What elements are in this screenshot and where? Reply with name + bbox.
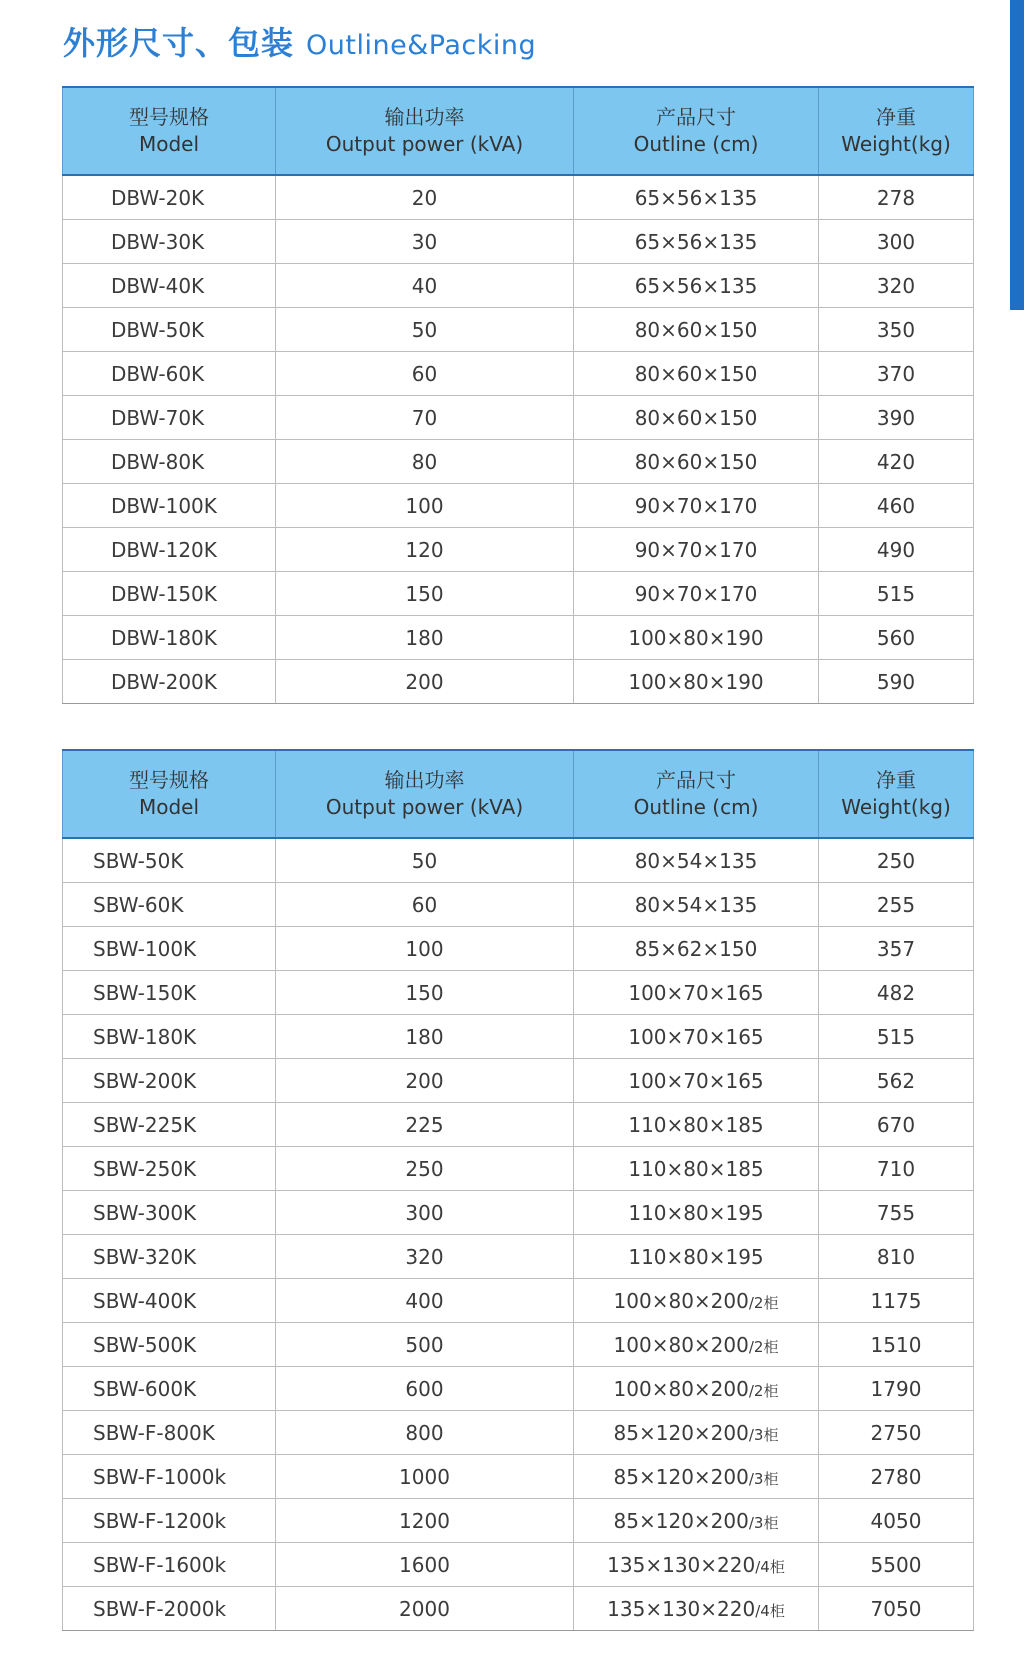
outline-dimensions: 100×80×200 xyxy=(613,1332,749,1357)
cabinet-count-note: /4柜 xyxy=(755,1601,785,1620)
page-title-en: Outline&Packing xyxy=(306,30,537,61)
table-row xyxy=(63,440,974,484)
outline-cell xyxy=(574,1235,819,1279)
power-cell: 70 xyxy=(276,396,574,440)
outline-dimensions: 65×56×135 xyxy=(634,273,758,298)
power-cell: 300 xyxy=(276,1191,574,1235)
power-cell: 800 xyxy=(276,1411,574,1455)
outline-cell xyxy=(574,660,819,704)
outline-cell xyxy=(574,440,819,484)
model-cell: SBW-320K xyxy=(63,1235,276,1279)
outline-dimensions: 100×70×165 xyxy=(628,1068,764,1093)
sbw-table-body xyxy=(63,838,974,1631)
header-power xyxy=(276,750,574,838)
table-row xyxy=(63,484,974,528)
header-power-cn: 输出功率 xyxy=(384,105,465,129)
model-cell: SBW-F-2000k xyxy=(63,1587,276,1631)
outline-cell xyxy=(574,927,819,971)
header-power xyxy=(276,87,574,175)
outline-cell xyxy=(574,838,819,883)
weight-cell: 515 xyxy=(819,1015,974,1059)
outline-dimensions: 80×54×135 xyxy=(634,892,758,917)
model-cell: SBW-180K xyxy=(63,1015,276,1059)
model-cell: SBW-400K xyxy=(63,1279,276,1323)
cabinet-count-note: /2柜 xyxy=(748,1337,779,1356)
model-cell: SBW-300K xyxy=(63,1191,276,1235)
model-cell: SBW-500K xyxy=(63,1323,276,1367)
outline-cell xyxy=(574,1147,819,1191)
outline-cell xyxy=(574,883,819,927)
header-outline-cn: 产品尺寸 xyxy=(656,105,736,129)
table-row xyxy=(63,1499,974,1543)
model-cell: SBW-F-800K xyxy=(63,1411,276,1455)
table-row xyxy=(63,1147,974,1191)
model-cell: SBW-F-1200k xyxy=(63,1499,276,1543)
outline-cell xyxy=(574,1279,819,1323)
outline-cell xyxy=(574,971,819,1015)
model-cell: SBW-F-1000k xyxy=(63,1455,276,1499)
weight-cell: 255 xyxy=(819,883,974,927)
table-row xyxy=(63,175,974,220)
table-row xyxy=(63,1235,974,1279)
model-cell: SBW-600K xyxy=(63,1367,276,1411)
weight-cell: 1790 xyxy=(819,1367,974,1411)
outline-cell xyxy=(574,1455,819,1499)
model-cell: SBW-100K xyxy=(63,927,276,971)
outline-dimensions: 85×120×200 xyxy=(613,1420,749,1445)
weight-cell: 250 xyxy=(819,838,974,883)
power-cell: 30 xyxy=(276,220,574,264)
outline-dimensions: 80×60×150 xyxy=(634,405,758,430)
outline-dimensions: 90×70×170 xyxy=(634,581,758,606)
header-outline-en: Outline (cm) xyxy=(633,795,759,819)
outline-cell xyxy=(574,1367,819,1411)
table-row xyxy=(63,927,974,971)
table-row xyxy=(63,1367,974,1411)
outline-cell xyxy=(574,572,819,616)
power-cell: 60 xyxy=(276,352,574,396)
outline-dimensions: 110×80×185 xyxy=(628,1112,764,1137)
sbw-spec-table xyxy=(62,749,974,1631)
outline-dimensions: 100×80×190 xyxy=(628,669,764,694)
model-cell: DBW-60K xyxy=(63,352,276,396)
header-weight-en: Weight(kg) xyxy=(841,132,951,156)
page-title-cn: 外形尺寸、包装 xyxy=(63,24,295,62)
edge-accent-bar xyxy=(1010,0,1024,310)
model-cell: SBW-200K xyxy=(63,1059,276,1103)
power-cell: 225 xyxy=(276,1103,574,1147)
power-cell: 180 xyxy=(276,616,574,660)
power-cell: 1200 xyxy=(276,1499,574,1543)
weight-cell: 357 xyxy=(819,927,974,971)
header-model xyxy=(63,87,276,175)
model-cell: DBW-180K xyxy=(63,616,276,660)
cabinet-count-note: /3柜 xyxy=(748,1425,779,1444)
model-cell: DBW-50K xyxy=(63,308,276,352)
power-cell: 40 xyxy=(276,264,574,308)
weight-cell: 350 xyxy=(819,308,974,352)
table-header-row xyxy=(63,87,974,175)
table-row xyxy=(63,1543,974,1587)
model-cell: DBW-80K xyxy=(63,440,276,484)
cabinet-count-note: /2柜 xyxy=(748,1381,779,1400)
power-cell: 150 xyxy=(276,971,574,1015)
weight-cell: 560 xyxy=(819,616,974,660)
weight-cell: 390 xyxy=(819,396,974,440)
weight-cell: 2750 xyxy=(819,1411,974,1455)
model-cell: DBW-40K xyxy=(63,264,276,308)
power-cell: 20 xyxy=(276,175,574,220)
weight-cell: 370 xyxy=(819,352,974,396)
weight-cell: 670 xyxy=(819,1103,974,1147)
header-weight-en: Weight(kg) xyxy=(841,795,951,819)
outline-cell xyxy=(574,616,819,660)
table-row xyxy=(63,264,974,308)
outline-dimensions: 135×130×220 xyxy=(607,1552,756,1577)
outline-cell xyxy=(574,1411,819,1455)
power-cell: 180 xyxy=(276,1015,574,1059)
weight-cell: 755 xyxy=(819,1191,974,1235)
weight-cell: 320 xyxy=(819,264,974,308)
table-row xyxy=(63,1015,974,1059)
power-cell: 500 xyxy=(276,1323,574,1367)
model-cell: DBW-30K xyxy=(63,220,276,264)
header-outline xyxy=(574,750,819,838)
outline-cell xyxy=(574,1059,819,1103)
outline-cell xyxy=(574,264,819,308)
header-model-en: Model xyxy=(138,795,200,819)
table-row xyxy=(63,883,974,927)
outline-dimensions: 85×120×200 xyxy=(613,1464,749,1489)
model-cell: DBW-100K xyxy=(63,484,276,528)
table-row xyxy=(63,838,974,883)
weight-cell: 562 xyxy=(819,1059,974,1103)
weight-cell: 5500 xyxy=(819,1543,974,1587)
table-row xyxy=(63,1455,974,1499)
table-row xyxy=(63,396,974,440)
outline-dimensions: 80×54×135 xyxy=(634,848,758,873)
weight-cell: 4050 xyxy=(819,1499,974,1543)
power-cell: 50 xyxy=(276,308,574,352)
outline-dimensions: 110×80×185 xyxy=(628,1156,764,1181)
outline-cell xyxy=(574,1543,819,1587)
outline-dimensions: 110×80×195 xyxy=(628,1244,764,1269)
header-model xyxy=(63,750,276,838)
header-power-en: Output power (kVA) xyxy=(325,795,524,819)
power-cell: 100 xyxy=(276,927,574,971)
weight-cell: 710 xyxy=(819,1147,974,1191)
model-cell: SBW-50K xyxy=(63,838,276,883)
table-row xyxy=(63,528,974,572)
power-cell: 200 xyxy=(276,1059,574,1103)
model-cell: DBW-150K xyxy=(63,572,276,616)
power-cell: 200 xyxy=(276,660,574,704)
power-cell: 60 xyxy=(276,883,574,927)
table-row xyxy=(63,1411,974,1455)
outline-dimensions: 85×120×200 xyxy=(613,1508,749,1533)
weight-cell: 810 xyxy=(819,1235,974,1279)
model-cell: SBW-225K xyxy=(63,1103,276,1147)
table-row xyxy=(63,1103,974,1147)
dbw-spec-table xyxy=(62,86,974,704)
weight-cell: 460 xyxy=(819,484,974,528)
table-row xyxy=(63,308,974,352)
outline-dimensions: 85×62×150 xyxy=(634,936,758,961)
outline-dimensions: 80×60×150 xyxy=(634,449,758,474)
table-row xyxy=(63,1587,974,1631)
outline-cell xyxy=(574,1191,819,1235)
model-cell: SBW-60K xyxy=(63,883,276,927)
model-cell: DBW-120K xyxy=(63,528,276,572)
outline-cell xyxy=(574,1323,819,1367)
power-cell: 320 xyxy=(276,1235,574,1279)
power-cell: 50 xyxy=(276,838,574,883)
weight-cell: 278 xyxy=(819,175,974,220)
outline-cell xyxy=(574,352,819,396)
weight-cell: 590 xyxy=(819,660,974,704)
table-row xyxy=(63,220,974,264)
header-power-cn: 输出功率 xyxy=(384,768,465,792)
table-header-row xyxy=(63,750,974,838)
power-cell: 250 xyxy=(276,1147,574,1191)
power-cell: 1600 xyxy=(276,1543,574,1587)
outline-dimensions: 100×70×165 xyxy=(628,1024,764,1049)
outline-cell xyxy=(574,1587,819,1631)
outline-cell xyxy=(574,1015,819,1059)
header-weight xyxy=(819,750,974,838)
table-row xyxy=(63,616,974,660)
weight-cell: 1175 xyxy=(819,1279,974,1323)
table-row xyxy=(63,352,974,396)
header-model-en: Model xyxy=(138,132,200,156)
header-power-en: Output power (kVA) xyxy=(325,132,524,156)
outline-cell xyxy=(574,484,819,528)
outline-cell xyxy=(574,396,819,440)
outline-dimensions: 100×70×165 xyxy=(628,980,764,1005)
header-weight xyxy=(819,87,974,175)
model-cell: DBW-70K xyxy=(63,396,276,440)
outline-dimensions: 90×70×170 xyxy=(634,537,758,562)
outline-cell xyxy=(574,1103,819,1147)
table-row xyxy=(63,572,974,616)
weight-cell: 482 xyxy=(819,971,974,1015)
outline-dimensions: 90×70×170 xyxy=(634,493,758,518)
table-row xyxy=(63,1059,974,1103)
header-weight-cn: 净重 xyxy=(876,105,916,129)
outline-cell xyxy=(574,220,819,264)
power-cell: 2000 xyxy=(276,1587,574,1631)
outline-dimensions: 135×130×220 xyxy=(607,1596,756,1621)
table-row xyxy=(63,660,974,704)
outline-dimensions: 110×80×195 xyxy=(628,1200,764,1225)
outline-dimensions: 65×56×135 xyxy=(634,185,758,210)
header-weight-cn: 净重 xyxy=(876,768,916,792)
power-cell: 100 xyxy=(276,484,574,528)
page-title xyxy=(63,18,536,64)
weight-cell: 7050 xyxy=(819,1587,974,1631)
weight-cell: 420 xyxy=(819,440,974,484)
cabinet-count-note: /3柜 xyxy=(748,1469,779,1488)
outline-cell xyxy=(574,175,819,220)
table-row xyxy=(63,1191,974,1235)
power-cell: 600 xyxy=(276,1367,574,1411)
cabinet-count-note: /3柜 xyxy=(748,1513,779,1532)
table-row xyxy=(63,1323,974,1367)
cabinet-count-note: /4柜 xyxy=(755,1557,785,1576)
outline-dimensions: 65×56×135 xyxy=(634,229,758,254)
model-cell: DBW-20K xyxy=(63,175,276,220)
outline-cell xyxy=(574,528,819,572)
power-cell: 80 xyxy=(276,440,574,484)
model-cell: DBW-200K xyxy=(63,660,276,704)
header-outline-en: Outline (cm) xyxy=(633,132,759,156)
power-cell: 400 xyxy=(276,1279,574,1323)
outline-cell xyxy=(574,308,819,352)
model-cell: SBW-F-1600k xyxy=(63,1543,276,1587)
outline-dimensions: 100×80×190 xyxy=(628,625,764,650)
outline-cell xyxy=(574,1499,819,1543)
weight-cell: 490 xyxy=(819,528,974,572)
power-cell: 120 xyxy=(276,528,574,572)
outline-dimensions: 80×60×150 xyxy=(634,361,758,386)
header-model-cn: 型号规格 xyxy=(129,105,209,129)
weight-cell: 2780 xyxy=(819,1455,974,1499)
outline-dimensions: 100×80×200 xyxy=(613,1376,749,1401)
dbw-table-body xyxy=(63,175,974,704)
header-outline xyxy=(574,87,819,175)
weight-cell: 515 xyxy=(819,572,974,616)
power-cell: 150 xyxy=(276,572,574,616)
weight-cell: 1510 xyxy=(819,1323,974,1367)
model-cell: SBW-150K xyxy=(63,971,276,1015)
model-cell: SBW-250K xyxy=(63,1147,276,1191)
header-outline-cn: 产品尺寸 xyxy=(656,768,736,792)
table-row xyxy=(63,971,974,1015)
power-cell: 1000 xyxy=(276,1455,574,1499)
outline-dimensions: 80×60×150 xyxy=(634,317,758,342)
outline-dimensions: 100×80×200 xyxy=(613,1288,749,1313)
cabinet-count-note: /2柜 xyxy=(748,1293,779,1312)
header-model-cn: 型号规格 xyxy=(129,768,209,792)
weight-cell: 300 xyxy=(819,220,974,264)
table-row xyxy=(63,1279,974,1323)
